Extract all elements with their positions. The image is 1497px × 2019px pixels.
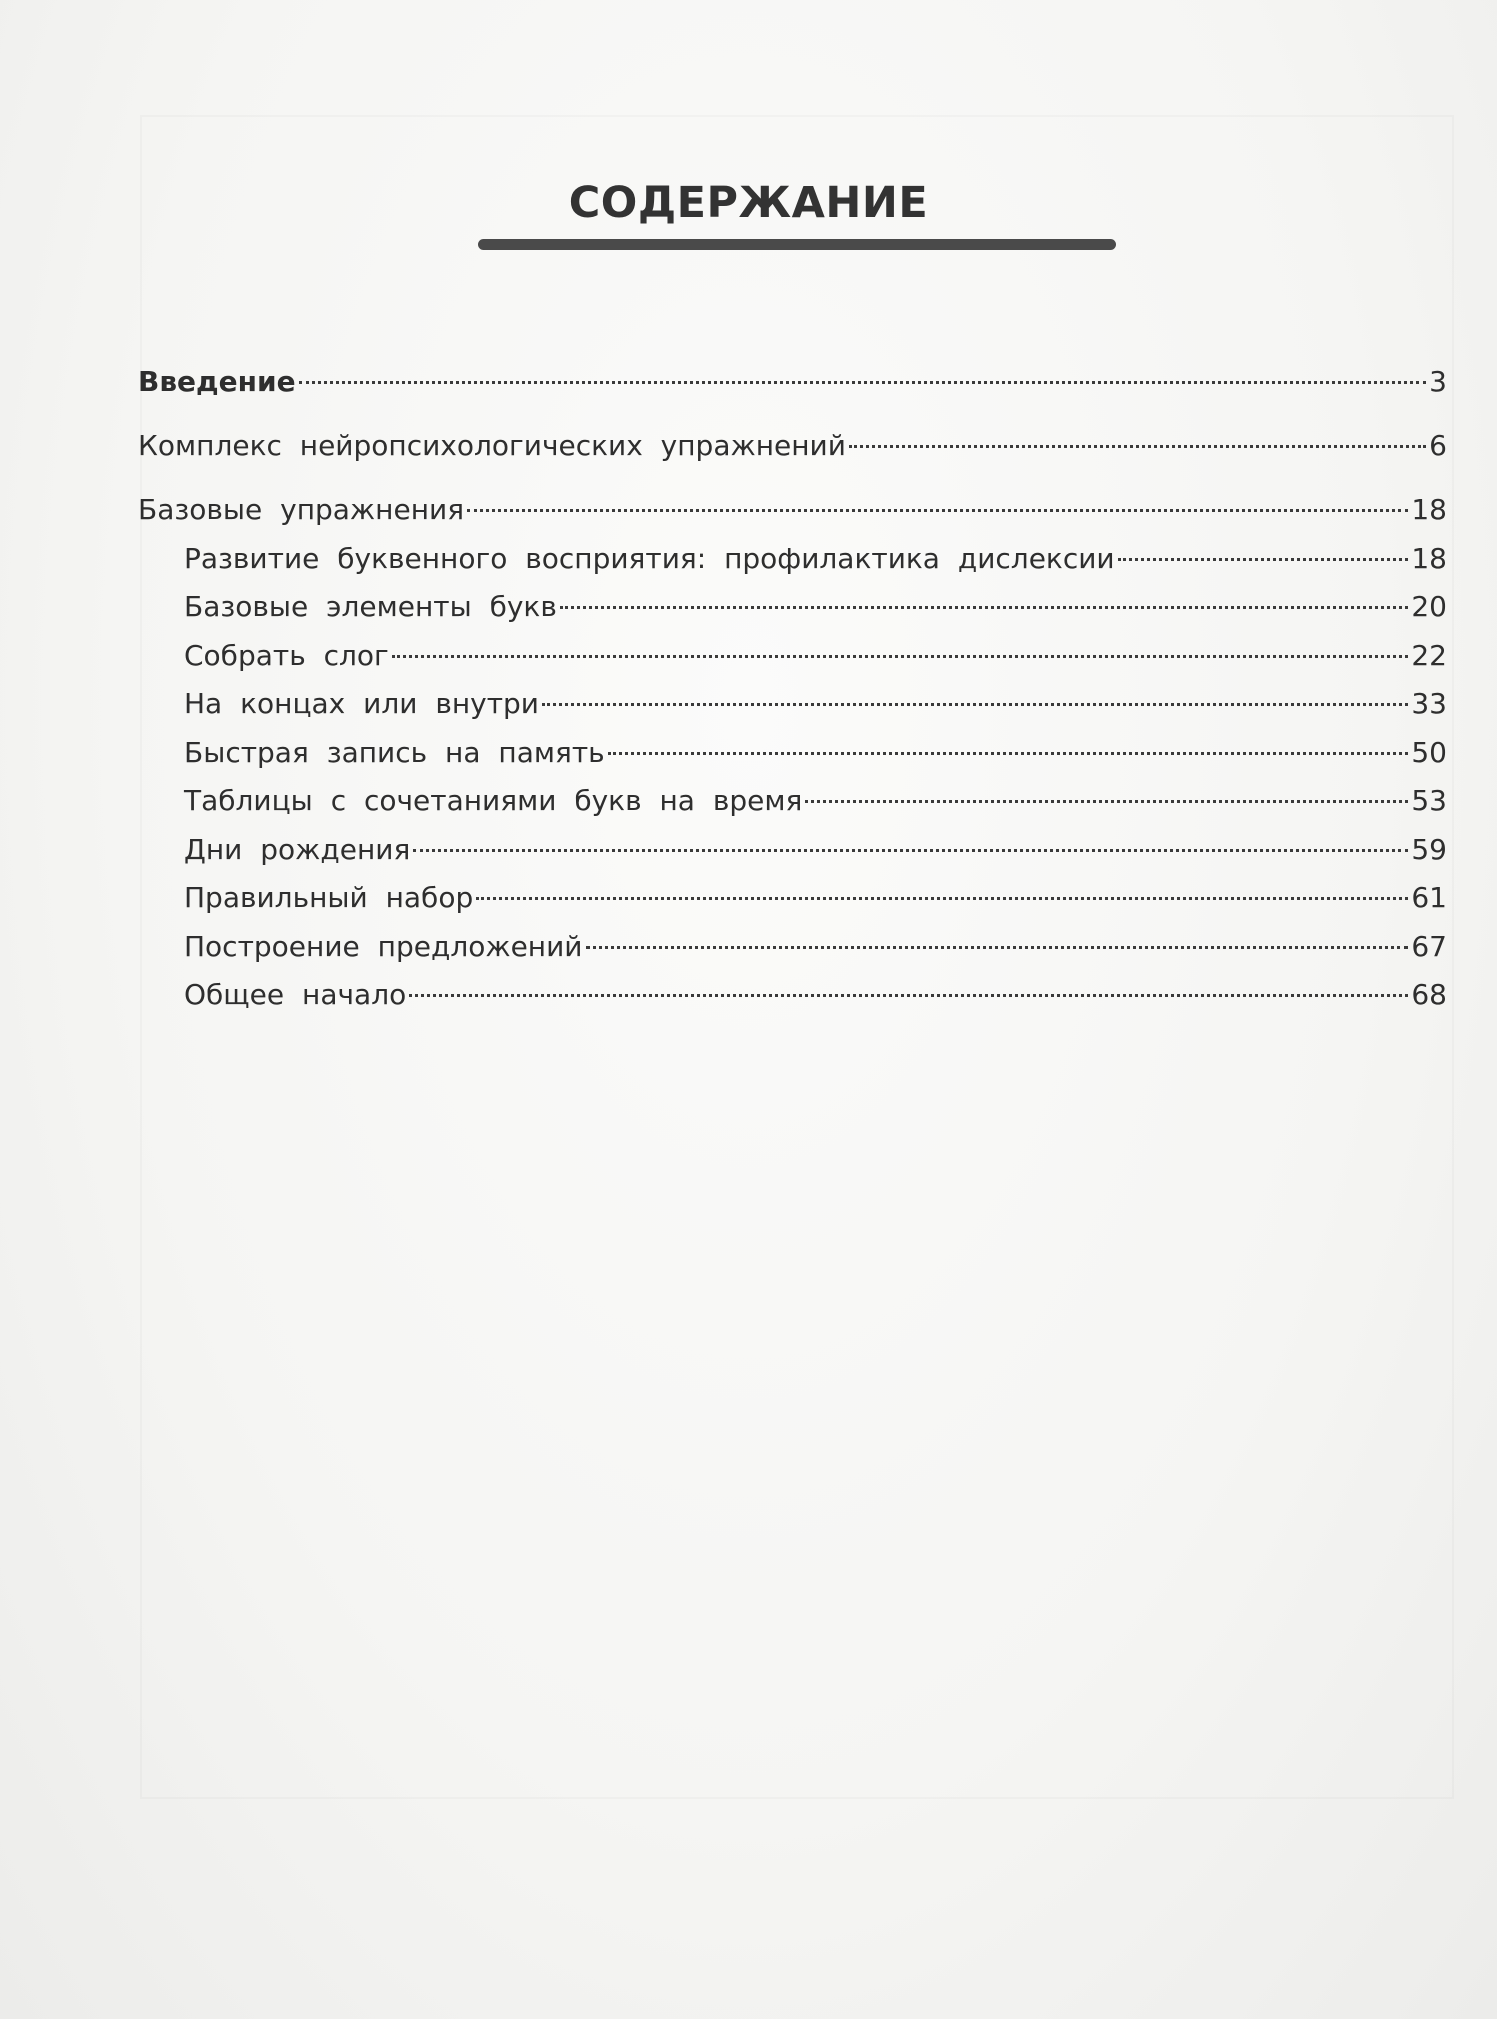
dot-leader	[299, 381, 1427, 384]
dot-leader	[467, 509, 1408, 512]
toc-entry-page: 61	[1411, 881, 1447, 914]
dot-leader	[413, 849, 1408, 852]
toc-entry-label: Собрать слог	[184, 639, 389, 672]
toc-entry-label: Правильный набор	[184, 881, 474, 914]
toc-entry-label: Введение	[138, 365, 296, 398]
toc-entry-page: 20	[1411, 590, 1447, 623]
toc-entry-page: 18	[1411, 493, 1447, 526]
toc-entry-page: 67	[1411, 930, 1447, 963]
toc-entry-introduction[interactable]	[138, 362, 1447, 402]
toc-entry-page: 6	[1429, 429, 1447, 462]
toc-entry-page: 68	[1411, 978, 1447, 1011]
toc-entry-common-beginning[interactable]	[184, 975, 1447, 1015]
dot-leader	[608, 752, 1409, 755]
toc-entry-neuro-complex[interactable]	[138, 426, 1447, 466]
dot-leader	[849, 445, 1426, 448]
title-underline	[478, 239, 1116, 250]
toc-entry-page: 3	[1429, 365, 1447, 398]
toc-entry-page: 50	[1411, 736, 1447, 769]
dot-leader	[392, 655, 1409, 658]
toc-entry-sentences[interactable]	[184, 927, 1447, 967]
toc-entry-page: 33	[1411, 687, 1447, 720]
toc-entry-basic-exercises[interactable]	[138, 490, 1447, 530]
toc-entry-label: Базовые упражнения	[138, 493, 465, 526]
toc-entry-ends-or-inside[interactable]	[184, 684, 1447, 724]
toc-entry-page: 22	[1411, 639, 1447, 672]
toc-entry-label: Быстрая запись на память	[184, 736, 605, 769]
dot-leader	[542, 703, 1408, 706]
toc-entry-page: 59	[1411, 833, 1447, 866]
toc-entry-letter-tables[interactable]	[184, 781, 1447, 821]
toc-entry-correct-set[interactable]	[184, 878, 1447, 918]
toc-entry-label: Построение предложений	[184, 930, 583, 963]
toc-entry-label: Общее начало	[184, 978, 407, 1011]
toc-entry-label: На концах или внутри	[184, 687, 540, 720]
toc-entry-letter-perception[interactable]	[184, 539, 1447, 579]
dot-leader	[586, 946, 1409, 949]
toc-entry-label: Развитие буквенного восприятия: профилактика дислексии	[184, 542, 1115, 575]
toc-entry-page: 18	[1411, 542, 1447, 575]
dot-leader	[1118, 558, 1409, 561]
dot-leader	[805, 800, 1408, 803]
toc-entry-label: Комплекс нейропсихологических упражнений	[138, 429, 846, 462]
toc-entry-label: Дни рождения	[184, 833, 411, 866]
page-title: СОДЕРЖАНИЕ	[568, 178, 929, 228]
dot-leader	[476, 897, 1408, 900]
toc-entry-quick-memory[interactable]	[184, 733, 1447, 773]
toc-entry-page: 53	[1411, 784, 1447, 817]
toc-entry-letter-elements[interactable]	[184, 587, 1447, 627]
dot-leader	[409, 994, 1408, 997]
toc-entry-label: Таблицы с сочетаниями букв на время	[184, 784, 803, 817]
dot-leader	[560, 606, 1409, 609]
toc-entry-birthdays[interactable]	[184, 830, 1447, 870]
toc-entry-syllable[interactable]	[184, 636, 1447, 676]
toc-entry-label: Базовые элементы букв	[184, 590, 557, 623]
